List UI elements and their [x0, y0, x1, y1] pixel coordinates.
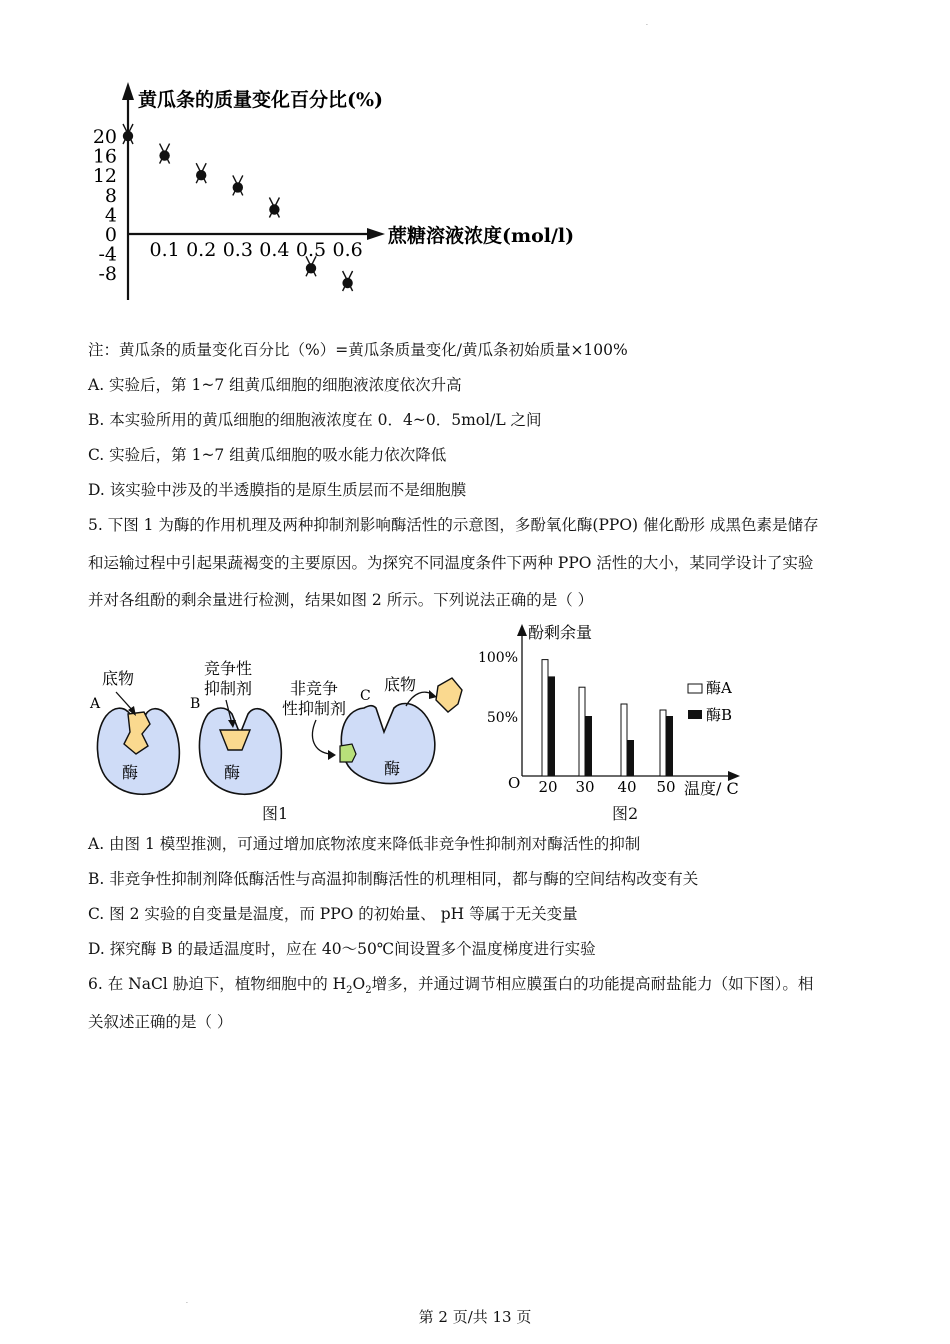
y-axis-label: 黄瓜条的质量变化百分比(%) — [138, 89, 384, 111]
enzyme-c-label: 酶 — [384, 759, 401, 778]
q4-option-a: A. 实验后，第 1~7 组黄瓜细胞的细胞液浓度依次升高 — [88, 376, 462, 394]
figure-1-caption: 图1 — [262, 804, 289, 823]
scatter-x-tick: 0.2 — [186, 239, 217, 261]
bar-enzyme-b — [548, 676, 555, 776]
bar-enzyme-a — [542, 660, 548, 776]
scatter-point — [159, 144, 169, 164]
competitive-inhibitor-label-1: 竞争性 — [204, 659, 253, 678]
released-substrate-shape — [436, 678, 462, 712]
bar-y-axis-label: 酚剩余量 — [528, 623, 593, 642]
bar-x-tick: 30 — [575, 778, 595, 796]
corner-mark: · — [646, 22, 648, 29]
legend-swatch-b — [688, 710, 702, 719]
scatter-point — [342, 271, 352, 291]
scatter-y-tick: 16 — [92, 145, 117, 168]
bar-x-tick: 40 — [617, 778, 637, 796]
x-axis-label: 蔗糖溶液浓度(mol/l) — [388, 225, 575, 247]
scatter-point — [196, 163, 206, 183]
page-footer: 第 2 页/共 13 页 — [418, 1308, 532, 1326]
q4-note: 注：黄瓜条的质量变化百分比（%）=黄瓜条质量变化/黄瓜条初始质量×100% — [88, 341, 628, 359]
enzyme-a-letter: A — [90, 696, 101, 712]
bar-legend — [688, 679, 732, 724]
q5-option-a: A. 由图 1 模型推测，可通过增加底物浓度来降低非竞争性抑制剂对酶活性的抑制 — [88, 835, 641, 853]
origin-label: O — [508, 774, 521, 792]
scatter-y-tick: -8 — [98, 263, 117, 286]
legend-label-b: 酶B — [706, 706, 733, 724]
scatter-y-tick: 20 — [92, 126, 117, 148]
bar-x-tick: 20 — [538, 778, 558, 796]
enzyme-c-letter: C — [360, 688, 371, 704]
scatter-point — [269, 198, 279, 218]
scatter-y-tick: -4 — [98, 243, 117, 266]
q5-option-b: B. 非竞争性抑制剂降低酶活性与高温抑制酶活性的机理相同，都与酶的空间结构改变有关 — [88, 870, 699, 888]
released-substrate-label: 底物 — [384, 675, 417, 694]
q5-option-d: D. 探究酶 B 的最适温度时，应在 40～50℃间设置多个温度梯度进行实验 — [88, 940, 596, 958]
enzyme-b-label: 酶 — [224, 763, 241, 782]
y-axis-arrow — [122, 82, 134, 100]
noncompetitive-inhibitor-shape — [340, 744, 356, 762]
q5-stem-line-3: 并对各组酚的剩余量进行检测，结果如图 2 所示。下列说法正确的是（ ） — [88, 591, 594, 609]
x-axis-arrow — [367, 228, 385, 240]
enzyme-b-diagram — [190, 659, 281, 794]
q5-stem-line-1: 5. 下图 1 为酶的作用机理及两种抑制剂影响酶活性的示意图，多酚氧化酶(PPO) 催化酚形 成黑色素是储存 — [88, 516, 819, 534]
scatter-y-tick: 0 — [104, 224, 117, 246]
substrate-label: 底物 — [102, 669, 135, 688]
noncompetitive-inhibitor-label-2: 性抑制剂 — [282, 699, 347, 718]
enzyme-a-diagram — [89, 669, 179, 794]
enzyme-a-label: 酶 — [122, 763, 139, 782]
q6-stem-line-1: 6. 在 NaCl 胁迫下，植物细胞中的 $H_2O_2$增多，并通过调节相应膜蛋白的功能提高耐盐能力（如下图）。相 — [88, 975, 814, 997]
q4-option-d: D. 该实验中涉及的半透膜指的是原生质层而不是细胞膜 — [88, 481, 467, 499]
bar-enzyme-a — [621, 704, 627, 776]
bar-enzyme-b — [627, 740, 634, 776]
noncompetitive-inhibitor-label-1: 非竞争 — [290, 679, 339, 698]
scatter-x-tick: 0.4 — [259, 239, 290, 261]
q6-stem-line-2: 关叙述正确的是（ ） — [88, 1013, 233, 1031]
bar-chart — [470, 612, 760, 824]
enzyme-b-letter: B — [190, 696, 201, 712]
scatter-x-tick: 0.6 — [332, 239, 363, 261]
legend-label-a: 酶A — [706, 679, 732, 697]
scatter-x-tick: 0.1 — [149, 239, 180, 261]
figure-2-caption: 图2 — [612, 804, 639, 823]
corner-mark: · — [186, 1300, 188, 1307]
legend-swatch-a — [688, 684, 702, 693]
bar-enzyme-a — [579, 687, 585, 776]
y-tick-50: 50% — [486, 710, 518, 726]
enzyme-b-shape — [199, 708, 281, 794]
scatter-x-tick: 0.5 — [295, 239, 327, 261]
bar-x-axis-label: 温度/ C — [684, 779, 739, 798]
bar-enzyme-b — [585, 716, 592, 776]
q4-option-c: C. 实验后，第 1~7 组黄瓜细胞的吸水能力依次降低 — [88, 446, 447, 464]
q5-option-c: C. 图 2 实验的自变量是温度，而 PPO 的初始量、 pH 等属于无关变量 — [88, 905, 578, 923]
y-tick-100: 100% — [477, 650, 518, 666]
scatter-point — [233, 175, 243, 195]
q5-stem-line-2: 和运输过程中引起果蔬褐变的主要原因。为探究不同温度条件下两种 PPO 活性的大小，某同学设计了实验 — [88, 554, 814, 572]
bar-x-tick: 50 — [656, 778, 676, 796]
competitive-inhibitor-label-2: 抑制剂 — [204, 679, 253, 698]
scatter-chart — [0, 0, 620, 310]
scatter-y-tick: 4 — [104, 204, 117, 227]
enzyme-c-diagram — [282, 675, 462, 784]
scatter-y-tick: 12 — [92, 165, 117, 188]
scatter-x-tick: 0.3 — [222, 239, 253, 261]
scatter-y-tick: 8 — [104, 184, 117, 207]
q4-option-b: B. 本实验所用的黄瓜细胞的细胞液浓度在 0．4~0．5mol/L 之间 — [88, 411, 542, 429]
bar-enzyme-a — [660, 710, 666, 776]
bar-enzyme-b — [666, 716, 673, 776]
